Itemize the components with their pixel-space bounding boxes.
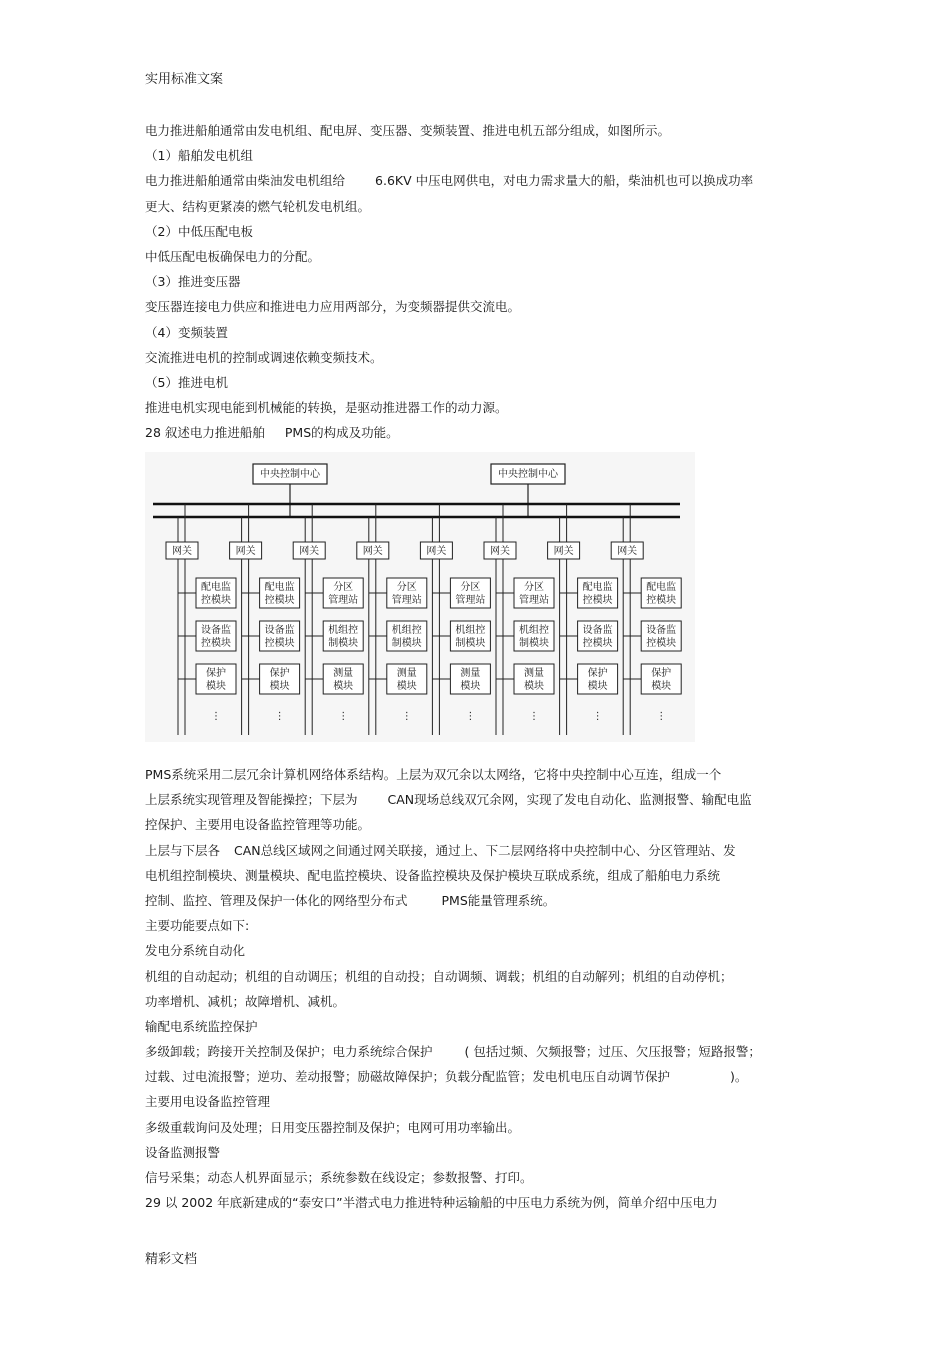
continuation-marker: ⋮ <box>274 711 285 722</box>
module-label: 模块 <box>269 681 290 692</box>
pms-network-diagram <box>145 452 695 742</box>
gateway-label: 网关 <box>490 546 510 557</box>
module-label: 控模块 <box>646 595 677 606</box>
gateway-label: 网关 <box>426 546 447 557</box>
module-label: 模块 <box>333 681 354 692</box>
module-label: 控模块 <box>201 595 231 606</box>
module-label: 机组控 <box>391 625 422 636</box>
module-label: 保护 <box>651 668 672 679</box>
continuation-marker: ⋮ <box>465 711 476 722</box>
module-label: 配电监 <box>646 582 677 593</box>
text-line: 更大、结构更紧凑的燃气轮机发电机组。 <box>145 198 371 214</box>
module-label: 控模块 <box>264 595 295 606</box>
module-label: 配电监 <box>201 582 231 593</box>
module-label: 设备监 <box>201 625 231 636</box>
continuation-marker: ⋮ <box>401 711 412 722</box>
module-label: 模块 <box>524 681 544 692</box>
module-label: 保护 <box>587 668 608 679</box>
module-label: 分区 <box>396 582 417 593</box>
section-heading: （1）船舶发电机组 <box>145 148 253 164</box>
module-label: 模块 <box>206 681 226 692</box>
continuation-marker: ⋮ <box>211 711 221 722</box>
module-label: 分区 <box>333 582 354 593</box>
text-line: 上层与下层各 CAN总线区域网之间通过网关联接，通过上、下二层网络将中央控制中心、分区管理站、发 <box>145 842 736 858</box>
text-line: 过载、过电流报警；逆功、差动报警；励磁故障保护；负载分配监管；发电机电压自动调节保护 )。 <box>145 1069 748 1085</box>
module-label: 模块 <box>587 681 608 692</box>
continuation-marker: ⋮ <box>592 711 603 722</box>
module-label: 控模块 <box>582 638 613 649</box>
gateway-label: 网关 <box>235 546 256 557</box>
continuation-marker: ⋮ <box>529 711 539 722</box>
page-header: 实用标准文案 <box>145 72 224 87</box>
gateway-label: 网关 <box>617 546 638 557</box>
module-label: 管理站 <box>328 595 359 606</box>
section-heading: （4）变频装置 <box>145 324 228 340</box>
module-label: 控模块 <box>582 595 613 606</box>
text-line: 电力推进船舶通常由发电机组、配电屏、变压器、变频装置、推进电机五部分组成，如图所示。 <box>145 123 671 138</box>
text-line: 多级卸载；跨接开关控制及保护；电力系统综合保护 ( 包括过频、欠频报警；过压、欠压报警；短路报警； <box>145 1044 761 1060</box>
section-heading: 设备监测报警 <box>145 1144 221 1160</box>
text-line: 信号采集；动态人机界面显示；系统参数在线设定；参数报警、打印。 <box>145 1170 533 1185</box>
question-line: 28 叙述电力推进船舶 PMS的构成及功能。 <box>145 425 399 441</box>
gateway-label: 网关 <box>553 546 574 557</box>
page-footer: 精彩文档 <box>145 1252 198 1267</box>
text-line: 功率增机、减机；故障增机、减机。 <box>145 993 346 1009</box>
gateway-label: 网关 <box>362 546 383 557</box>
section-heading: （5）推进电机 <box>145 374 228 390</box>
module-label: 机组控 <box>328 625 359 636</box>
question-line: 29 以 2002 年底新建成的“泰安口”半潜式电力推进特种运输船的中压电力系统为例，简单介绍中压电力 <box>145 1195 718 1211</box>
gateway-label: 网关 <box>299 546 320 557</box>
module-label: 机组控 <box>455 625 486 636</box>
module-label: 控模块 <box>264 638 295 649</box>
text-line: 控保护、主要用电设备监控管理等功能。 <box>145 817 371 833</box>
module-label: 制模块 <box>391 638 422 649</box>
module-label: 制模块 <box>455 638 486 649</box>
text-line: 推进电机实现电能到机械能的转换，是驱动推进器工作的动力源。 <box>145 400 508 416</box>
module-label: 配电监 <box>264 582 295 593</box>
text-line: 电力推进船舶通常由柴油发电机组给 6.6KV 中压电网供电，对电力需求量大的船，柴油机也可以换成功率 <box>145 173 754 189</box>
module-label: 模块 <box>651 681 672 692</box>
module-label: 设备监 <box>582 625 613 636</box>
module-label: 测量 <box>396 668 417 679</box>
text-line: 机组的自动起动；机组的自动调压；机组的自动投；自动调频、调载；机组的自动解列；机组的自动停机； <box>145 968 733 984</box>
module-label: 制模块 <box>519 638 549 649</box>
pms-description-text <box>145 762 785 1215</box>
module-label: 制模块 <box>328 638 359 649</box>
module-label: 管理站 <box>519 595 549 606</box>
module-label: 机组控 <box>519 625 549 636</box>
text-line: 中低压配电板确保电力的分配。 <box>145 248 321 264</box>
text-line: 控制、监控、管理及保护一体化的网络型分布式 PMS能量管理系统。 <box>145 892 556 908</box>
central-control-label: 中央控制中心 <box>498 469 558 480</box>
module-label: 控模块 <box>646 638 677 649</box>
module-label: 管理站 <box>455 595 486 606</box>
text-line: 上层系统实现管理及智能操控；下层为 CAN现场总线双冗余网，实现了发电自动化、监测报警、输配电监 <box>145 792 752 808</box>
module-label: 管理站 <box>391 595 422 606</box>
module-label: 设备监 <box>646 625 677 636</box>
module-label: 模块 <box>460 681 481 692</box>
section-heading: 主要用电设备监控管理 <box>145 1094 271 1110</box>
module-label: 测量 <box>460 668 481 679</box>
module-label: 设备监 <box>264 625 295 636</box>
module-label: 模块 <box>396 681 417 692</box>
module-label: 分区 <box>524 582 544 593</box>
section-heading: （3）推进变压器 <box>145 274 241 290</box>
text-line: PMS系统采用二层冗余计算机网络体系结构。上层为双冗余以太网络，它将中央控制中心互连，组成一个 <box>145 767 722 782</box>
text-line: 主要功能要点如下: <box>145 918 250 934</box>
continuation-marker: ⋮ <box>338 711 349 722</box>
text-line: 变压器连接电力供应和推进电力应用两部分，为变频器提供交流电。 <box>145 299 521 315</box>
continuation-marker: ⋮ <box>656 711 667 722</box>
module-label: 控模块 <box>201 638 231 649</box>
module-label: 配电监 <box>582 582 613 593</box>
central-control-label: 中央控制中心 <box>260 469 320 480</box>
module-label: 保护 <box>206 668 226 679</box>
section-heading: （2）中低压配电板 <box>145 223 253 239</box>
gateway-label: 网关 <box>172 546 192 557</box>
module-label: 测量 <box>524 668 544 679</box>
text-line: 多级重载询问及处理；日用变压器控制及保护；电网可用功率输出。 <box>145 1119 521 1135</box>
section-heading: 输配电系统监控保护 <box>145 1018 258 1034</box>
module-label: 保护 <box>269 668 290 679</box>
intro-text <box>145 118 785 445</box>
module-label: 测量 <box>333 668 354 679</box>
text-line: 交流推进电机的控制或调速依赖变频技术。 <box>145 349 383 365</box>
section-heading: 发电分系统自动化 <box>145 943 246 959</box>
text-line: 电机组控制模块、测量模块、配电监控模块、设备监控模块及保护模块互联成系统，组成了船舶电力系统 <box>145 867 721 883</box>
module-label: 分区 <box>460 582 481 593</box>
